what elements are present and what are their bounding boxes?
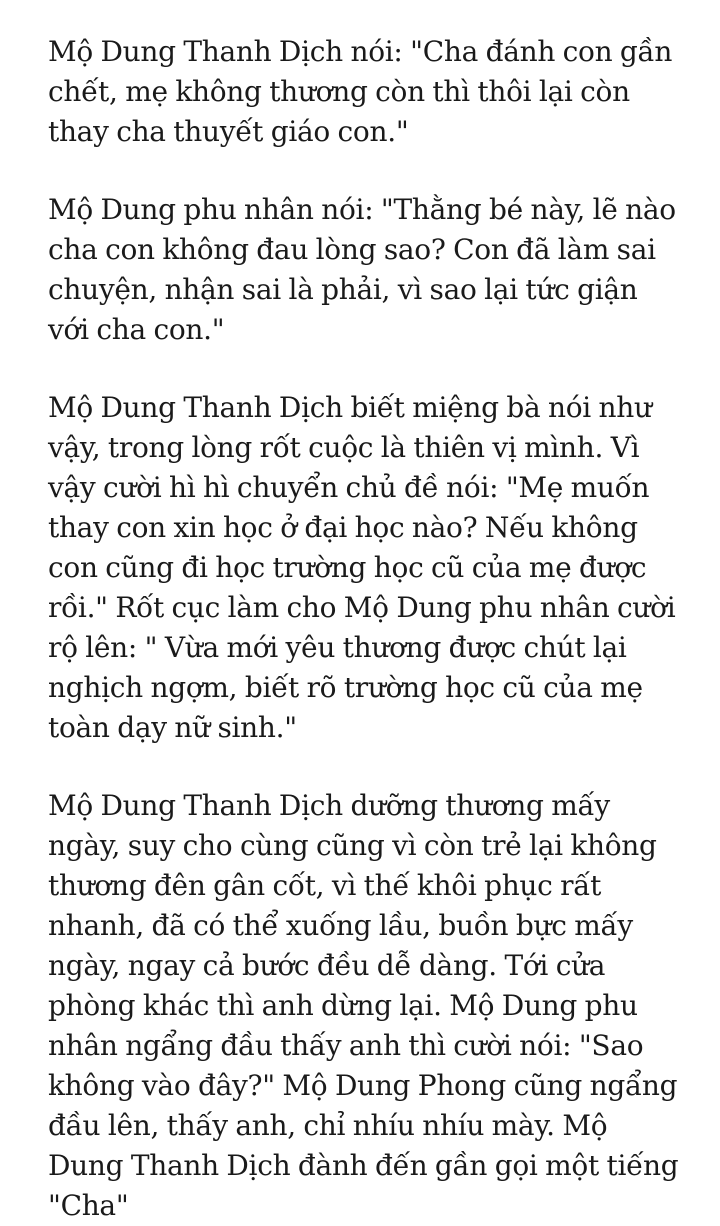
text-line: Dung Thanh Dịch đành đến gần gọi một tiếng	[48, 1149, 679, 1182]
text-line: ngày, ngay cả bước đều dễ dàng. Tới cửa	[48, 949, 606, 982]
paragraph-1	[48, 32, 680, 152]
text-line: với cha con."	[48, 313, 225, 346]
text-line: vậy, trong lòng rốt cuộc là thiên vị mình. Vì	[48, 431, 640, 464]
text-line: chết, mẹ không thương còn thì thôi lại còn	[48, 75, 630, 108]
text-line: nghịch ngợm, biết rõ trường học cũ của mẹ	[48, 671, 643, 704]
text-line: cha con không đau lòng sao? Con đã làm sai	[48, 233, 656, 266]
text-line: "Cha"	[48, 1189, 129, 1222]
text-line: phòng khác thì anh dừng lại. Mộ Dung phu	[48, 989, 638, 1022]
text-line: Mộ Dung Thanh Dịch nói: "Cha đánh con gần	[48, 35, 673, 68]
text-line: ngày, suy cho cùng cũng vì còn trẻ lại không	[48, 829, 657, 862]
text-line: không vào đây?" Mộ Dung Phong cũng ngẩng	[48, 1069, 678, 1102]
text-line: Mộ Dung phu nhân nói: "Thằng bé này, lẽ nào	[48, 193, 676, 226]
text-line: con cũng đi học trường học cũ của mẹ được	[48, 551, 647, 584]
paragraph-4	[48, 786, 680, 1226]
text-line: rồi." Rốt cục làm cho Mộ Dung phu nhân cười	[48, 591, 676, 624]
text-line: Mộ Dung Thanh Dịch dưỡng thương mấy	[48, 789, 610, 822]
text-line: thương đên gân cốt, vì thế khôi phục rất	[48, 869, 602, 902]
text-line: toàn dạy nữ sinh."	[48, 711, 297, 744]
text-line: nhân ngẩng đầu thấy anh thì cười nói: "Sao	[48, 1029, 644, 1062]
paragraph-2	[48, 190, 680, 350]
text-line: rộ lên: " Vừa mới yêu thương được chút lại	[48, 631, 627, 664]
text-line: Mộ Dung Thanh Dịch biết miệng bà nói như	[48, 391, 652, 424]
text-line: thay con xin học ở đại học nào? Nếu không	[48, 511, 638, 544]
text-line: thay cha thuyết giáo con."	[48, 115, 409, 148]
text-line: chuyện, nhận sai là phải, vì sao lại tức giận	[48, 273, 638, 306]
text-line: đầu lên, thấy anh, chỉ nhíu nhíu mày. Mộ	[48, 1109, 608, 1142]
paragraph-3	[48, 388, 680, 748]
text-line: vậy cười hì hì chuyển chủ đề nói: "Mẹ muốn	[48, 471, 650, 504]
text-line: nhanh, đã có thể xuống lầu, buồn bực mấy	[48, 909, 633, 942]
